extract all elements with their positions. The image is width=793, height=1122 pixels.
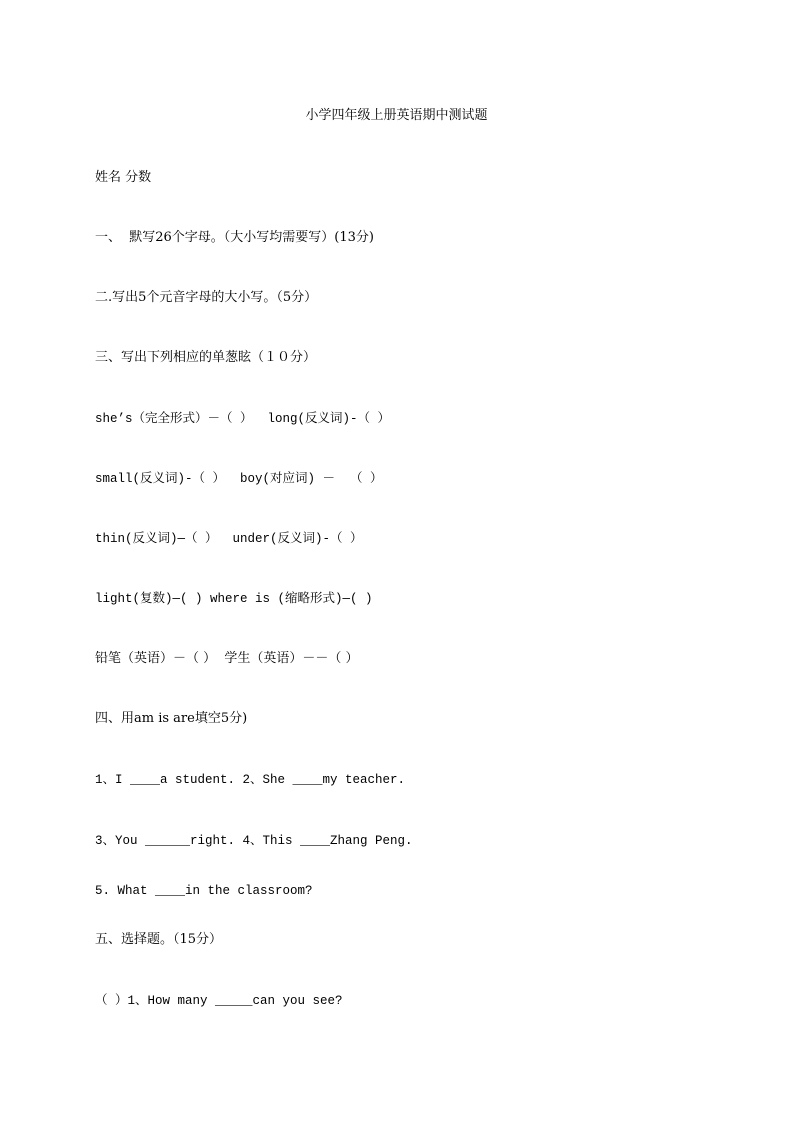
section-4-heading: 四、用am is are填空5分) <box>95 711 248 726</box>
section-4-line-2: 3、You ______right. 4、This ____Zhang Peng. <box>95 834 413 848</box>
section-3-line-4: light(复数)—( ) where is (缩略形式)—( ) <box>95 592 373 606</box>
section-4-line-1: 1、I ____a student. 2、She ____my teacher. <box>95 773 406 787</box>
section-4-line-3: 5. What ____in the classroom? <box>95 884 313 898</box>
section-5-heading: 五、选择题。（15分） <box>95 932 223 947</box>
section-3-line-3: thin(反义词)—（ ） under(反义词)-（ ） <box>95 532 363 546</box>
section-3-line-2: small(反义词)-（ ） boy(对应词) － （ ） <box>95 472 383 486</box>
section-1-heading: 一、 默写26个字母。（大小写均需要写）(13分) <box>95 230 374 245</box>
section-3-heading: 三、写出下列相应的单葱眩（１０分） <box>95 350 317 365</box>
name-score-line: 姓名 分数 <box>95 170 152 185</box>
section-2-heading: 二.写出5个元音字母的大小写。（5分） <box>95 290 318 305</box>
section-5-line-1: （ ）1、How many _____can you see? <box>95 994 343 1008</box>
section-3-line-1: she’s（完全形式）－（ ） long(反义词)-（ ） <box>95 412 391 426</box>
page-title: 小学四年级上册英语期中测试题 <box>305 108 488 123</box>
section-3-line-5: 铅笔（英语）－（ ） 学生（英语）－－（ ） <box>95 651 359 666</box>
